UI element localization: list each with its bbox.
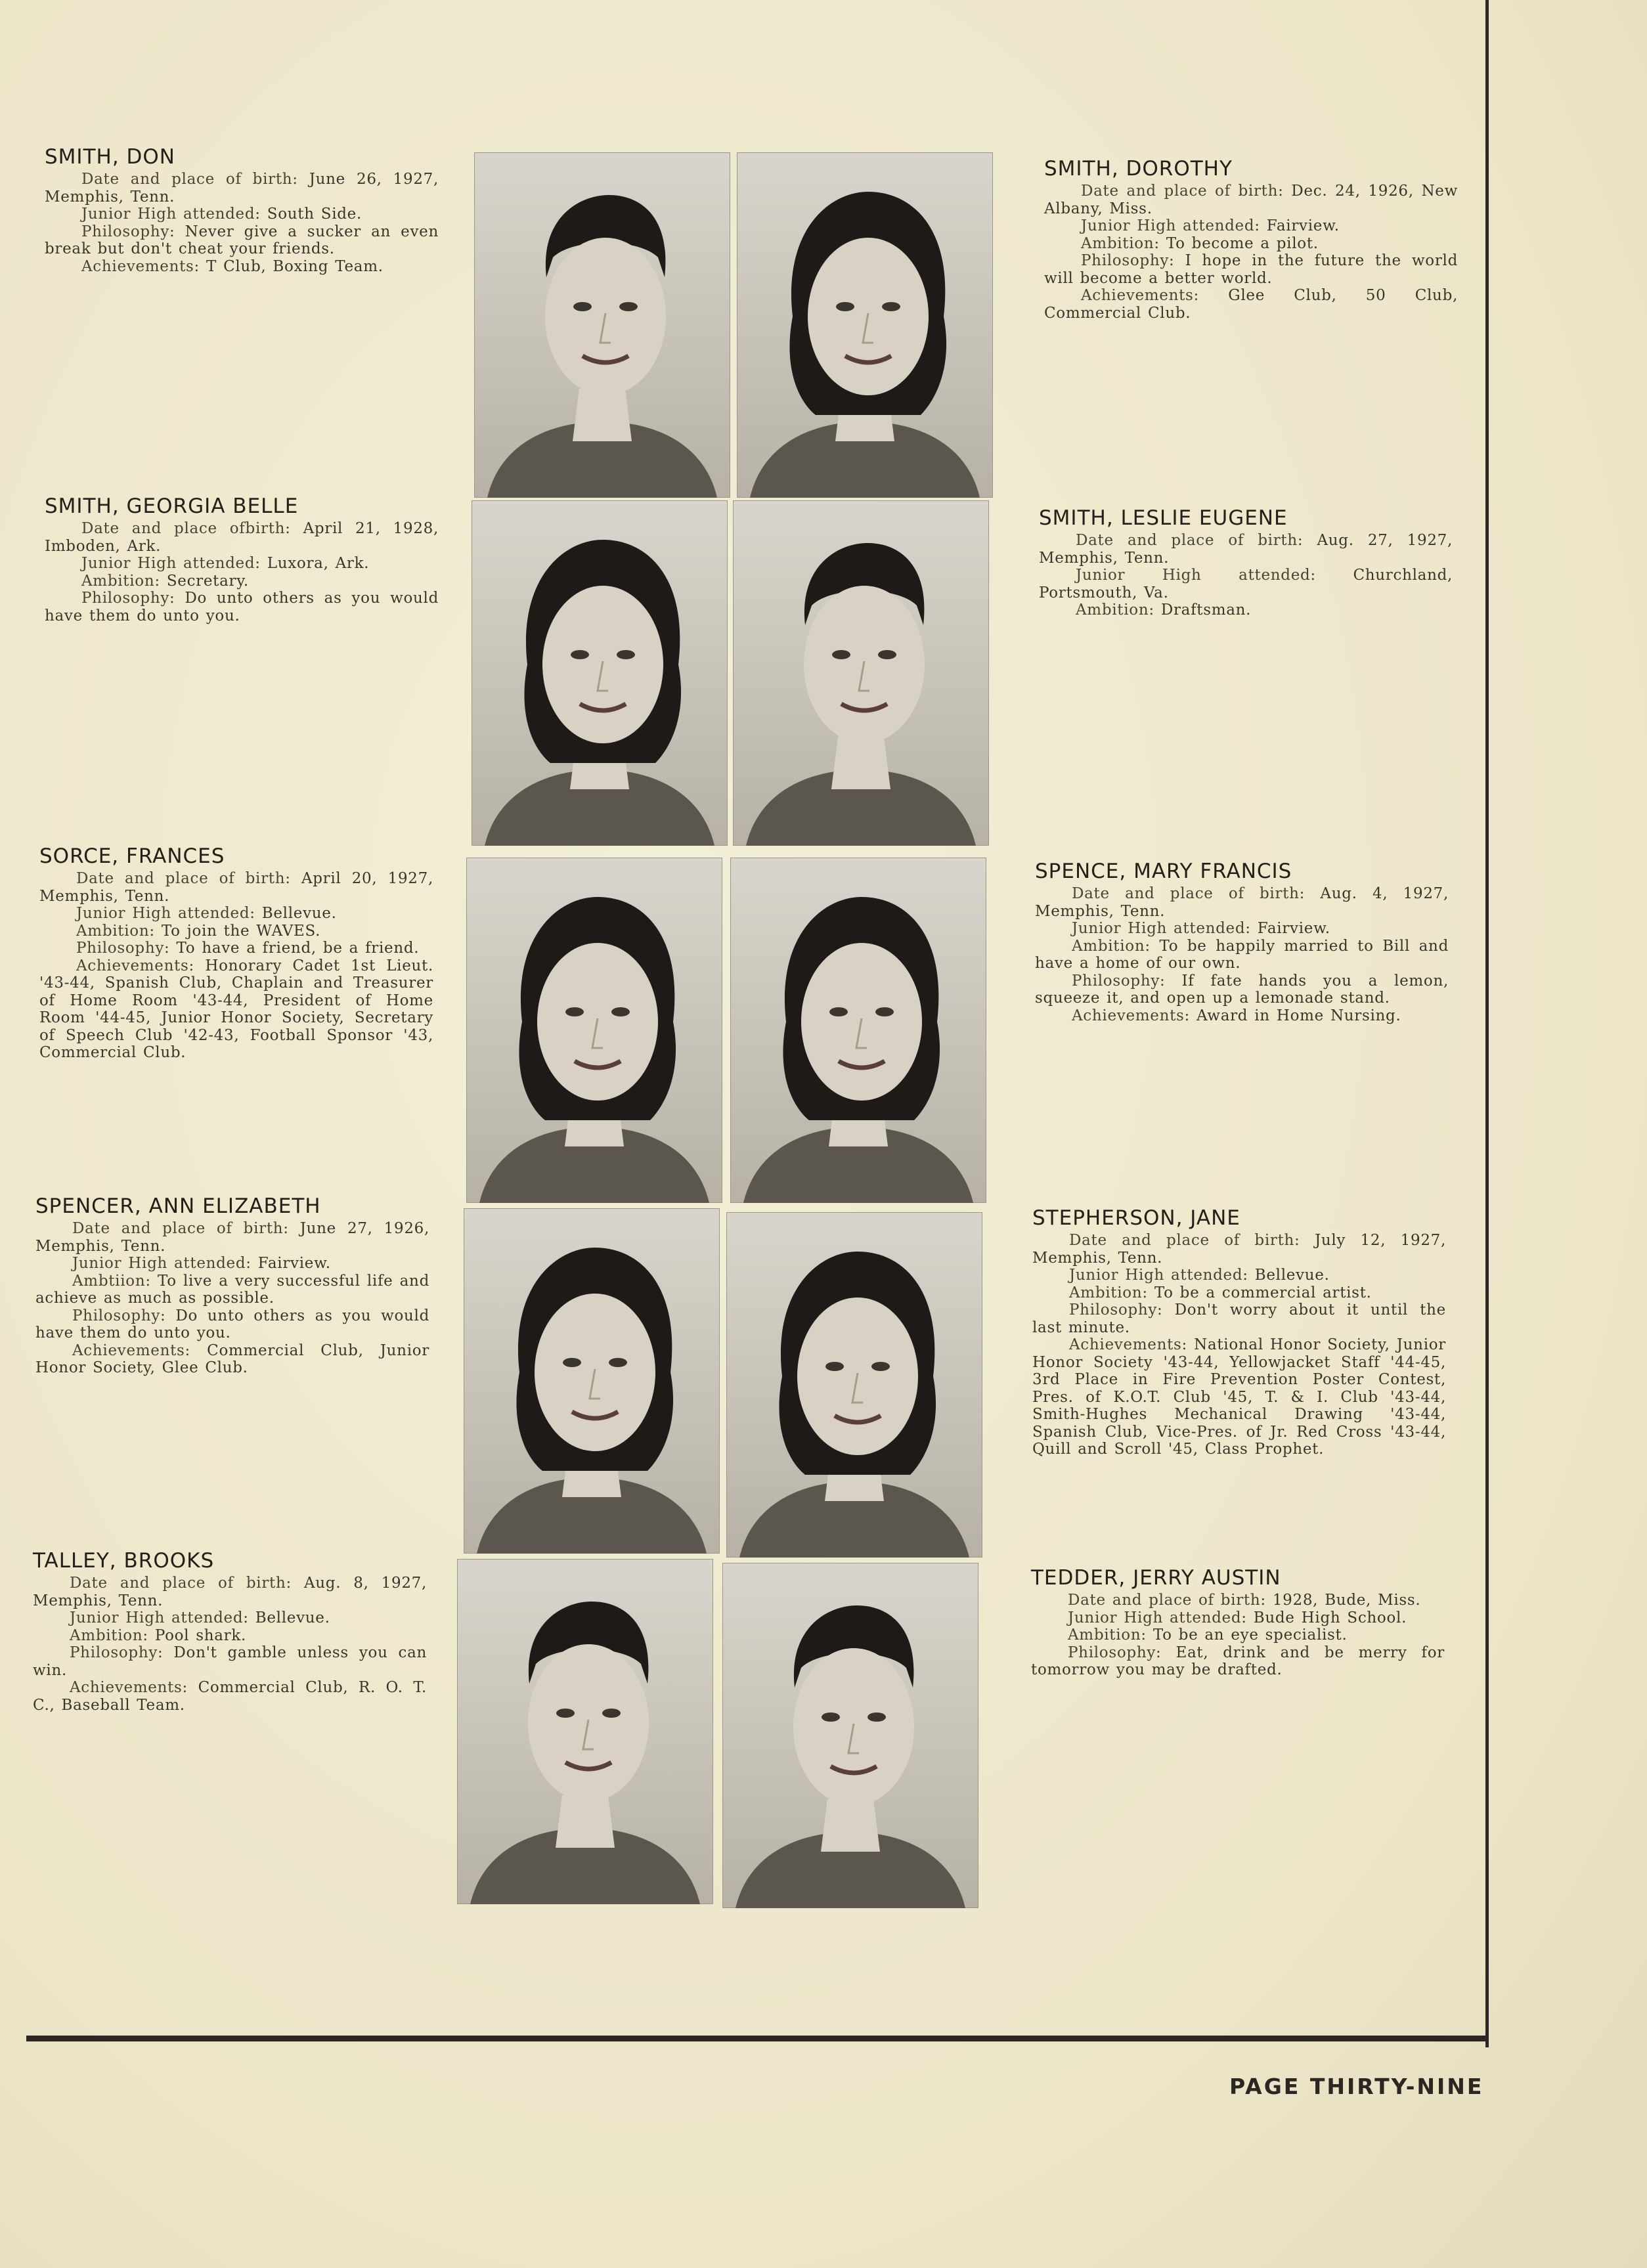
- student-name: SMITH, DOROTHY: [1044, 157, 1233, 181]
- detail-text: Churchland, Portsmouth, Va.: [1039, 567, 1453, 601]
- detail-line: [45, 171, 439, 206]
- portrait-silhouette-icon: [726, 1212, 982, 1558]
- student-name: SMITH, GEORGIA BELLE: [45, 494, 299, 518]
- entry-stepherson-jane: [1032, 1207, 1446, 1458]
- detail-line: [1044, 252, 1458, 287]
- student-details: [1039, 532, 1453, 619]
- detail-label: Date and place of birth:: [1069, 1232, 1300, 1249]
- student-details: [1031, 1592, 1445, 1679]
- detail-label: Ambition:: [76, 922, 155, 940]
- detail-text: Commercial Club, Junior Honor Society, Glee Club.: [35, 1341, 429, 1376]
- detail-label: Philosophy:: [70, 1644, 164, 1661]
- student-name: SMITH, DON: [45, 145, 175, 169]
- detail-text: Fairview.: [257, 1255, 331, 1272]
- detail-label: Date and place of birth:: [1072, 885, 1306, 902]
- detail-label: Philosophy:: [1068, 1644, 1162, 1661]
- detail-label: Ambition:: [1069, 1284, 1148, 1301]
- entry-smith-dorothy: [1044, 158, 1458, 322]
- horizontal-border-rule: [26, 2036, 1489, 2041]
- detail-label: Ambition:: [81, 572, 160, 590]
- detail-label: Junior High attended:: [81, 555, 261, 572]
- detail-label: Date and place of birth:: [70, 1575, 292, 1592]
- student-details: [35, 1220, 429, 1377]
- portrait-silhouette-icon: [733, 500, 989, 846]
- detail-line: [1039, 567, 1453, 601]
- detail-text: To be a commercial artist.: [1154, 1284, 1372, 1301]
- detail-line: [35, 1255, 429, 1273]
- detail-text: Do unto others as you would have them do unto you.: [35, 1307, 429, 1341]
- student-details: [1032, 1232, 1446, 1458]
- detail-line: [35, 1342, 429, 1377]
- entry-spencer-ann-elizabeth: [35, 1195, 429, 1377]
- detail-text: To have a friend, be a friend.: [176, 940, 420, 957]
- detail-label: Achievements:: [81, 257, 200, 275]
- detail-line: [45, 555, 439, 573]
- detail-text: Glee Club, 50 Club, Commercial Club.: [1044, 287, 1458, 322]
- student-details: [33, 1575, 427, 1714]
- detail-label: Junior High attended:: [1068, 1609, 1247, 1626]
- detail-label: Date and place ofbirth:: [81, 520, 291, 537]
- detail-label: Ambition:: [1076, 601, 1154, 619]
- detail-line: [1031, 1644, 1445, 1679]
- portrait-sorce-frances: [466, 858, 722, 1203]
- student-name: SPENCER, ANN ELIZABETH: [35, 1194, 321, 1218]
- detail-label: Philosophy:: [1069, 1301, 1163, 1319]
- student-name: TALLEY, BROOKS: [33, 1549, 215, 1573]
- portrait-spence-mary-francis: [730, 858, 986, 1203]
- detail-line: [33, 1575, 427, 1609]
- detail-label: Achievements:: [1069, 1336, 1188, 1353]
- detail-line: [1032, 1232, 1446, 1267]
- detail-line: [45, 258, 439, 276]
- detail-line: [1031, 1609, 1445, 1627]
- detail-text: Do unto others as you would have them do unto you.: [45, 590, 439, 624]
- student-name: SMITH, LESLIE EUGENE: [1039, 506, 1288, 530]
- detail-line: [1039, 601, 1453, 619]
- detail-text: Commercial Club, R. O. T. C., Baseball Team.: [33, 1679, 427, 1714]
- detail-line: [45, 573, 439, 590]
- detail-text: Never give a sucker an even break but don't cheat your friends.: [45, 223, 439, 257]
- portrait-silhouette-icon: [457, 1559, 713, 1904]
- detail-line: [1032, 1336, 1446, 1458]
- detail-text: To be happily married to Bill and have a home of our own.: [1035, 937, 1449, 972]
- detail-text: T Club, Boxing Team.: [206, 257, 384, 275]
- detail-text: Draftsman.: [1160, 601, 1252, 619]
- detail-line: [45, 590, 439, 624]
- detail-label: Junior High attended:: [76, 905, 255, 922]
- detail-line: [33, 1679, 427, 1714]
- student-details: [1044, 183, 1458, 322]
- detail-text: Bude High School.: [1253, 1609, 1407, 1626]
- detail-line: [1044, 183, 1458, 217]
- entry-talley-brooks: [33, 1550, 427, 1714]
- entry-tedder-jerry-austin: [1031, 1567, 1445, 1679]
- detail-text: Bellevue.: [261, 905, 337, 922]
- detail-line: [1044, 217, 1458, 235]
- detail-label: Philosophy:: [1081, 252, 1175, 269]
- detail-text: Luxora, Ark.: [267, 555, 370, 572]
- student-details: [45, 171, 439, 275]
- detail-text: National Honor Society, Junior Honor Society '43-44, Yellowjacket Staff '44-45, 3rd Place in Fire Prevention Poster Contest, Pres. of K.O.T. Club '45, T. & I. Club '43-44, Smith-Hughes Mechanical Drawing '43-44, Spanish Club, Vice-Pres. of Jr. Red Cross '43-44, Quill and Scroll '45, Class Prophet.: [1032, 1336, 1446, 1458]
- detail-label: Date and place of birth:: [76, 870, 291, 887]
- student-name: SPENCE, MARY FRANCIS: [1035, 860, 1292, 883]
- detail-line: [39, 905, 433, 923]
- detail-line: [1035, 972, 1449, 1007]
- portrait-silhouette-icon: [466, 858, 722, 1203]
- detail-line: [1044, 287, 1458, 322]
- portrait-silhouette-icon: [737, 152, 993, 498]
- student-name: TEDDER, JERRY AUSTIN: [1031, 1566, 1281, 1590]
- detail-label: Junior High attended:: [1076, 567, 1316, 584]
- detail-text: 1928, Bude, Miss.: [1272, 1592, 1421, 1609]
- detail-label: Achievements:: [1072, 1007, 1191, 1024]
- portrait-smith-don: [474, 152, 730, 498]
- detail-line: [45, 206, 439, 223]
- student-details: [45, 520, 439, 624]
- detail-text: If fate hands you a lemon, squeeze it, and open up a lemonade stand.: [1035, 972, 1449, 1007]
- detail-text: April 21, 1928, Imboden, Ark.: [45, 520, 439, 555]
- detail-label: Philosophy:: [81, 590, 175, 607]
- portrait-spencer-ann-elizabeth: [464, 1208, 720, 1554]
- detail-text: Honorary Cadet 1st Lieut. '43-44, Spanish Club, Chaplain and Treasurer of Home Room '43-44, President of Home Room '44-45, Junior Honor Society, Secretary of Speech Club '42-43, Football Sponsor '43, Commercial Club.: [39, 957, 434, 1061]
- detail-text: June 27, 1926, Memphis, Tenn.: [35, 1220, 429, 1255]
- detail-label: Junior High attended:: [1069, 1267, 1248, 1284]
- detail-label: Junior High attended:: [70, 1609, 249, 1626]
- portrait-smith-dorothy: [737, 152, 993, 498]
- detail-text: I hope in the future the world will become a better world.: [1044, 252, 1458, 287]
- detail-line: [39, 870, 433, 905]
- detail-label: Junior High attended:: [81, 206, 261, 223]
- detail-line: [33, 1609, 427, 1627]
- portrait-silhouette-icon: [472, 500, 728, 846]
- detail-text: Aug. 27, 1927, Memphis, Tenn.: [1039, 532, 1453, 567]
- detail-text: Aug. 8, 1927, Memphis, Tenn.: [33, 1575, 428, 1609]
- page-number: PAGE THIRTY-NINE: [1229, 2074, 1484, 2099]
- portrait-tedder-jerry-austin: [722, 1563, 978, 1908]
- detail-label: Achievements:: [1081, 287, 1200, 304]
- detail-line: [1032, 1301, 1446, 1336]
- student-name: STEPHERSON, JANE: [1032, 1206, 1241, 1230]
- detail-line: [45, 223, 439, 258]
- detail-text: To join the WAVES.: [161, 922, 321, 940]
- detail-label: Achievements:: [72, 1341, 191, 1359]
- detail-text: Don't worry about it until the last minute.: [1032, 1301, 1446, 1336]
- detail-label: Philosophy:: [81, 223, 175, 240]
- detail-line: [1032, 1267, 1446, 1284]
- detail-label: Philosophy:: [72, 1307, 166, 1324]
- detail-line: [35, 1307, 429, 1342]
- detail-line: [1035, 938, 1449, 972]
- detail-text: Secretary.: [166, 572, 249, 590]
- student-details: [39, 870, 433, 1062]
- portrait-silhouette-icon: [474, 152, 730, 498]
- entry-smith-georgia-belle: [45, 495, 439, 624]
- detail-line: [39, 923, 433, 940]
- detail-line: [35, 1273, 429, 1307]
- detail-label: Ambtiion:: [72, 1272, 151, 1290]
- entry-sorce-frances: [39, 845, 433, 1062]
- student-details: [1035, 885, 1449, 1024]
- detail-label: Achievements:: [76, 957, 195, 974]
- detail-text: Bellevue.: [1254, 1267, 1330, 1284]
- vertical-border-rule: [1485, 0, 1489, 2047]
- detail-line: [35, 1220, 429, 1255]
- detail-label: Date and place of birth:: [72, 1220, 289, 1237]
- detail-label: Ambition:: [1081, 234, 1160, 252]
- detail-line: [1035, 1007, 1449, 1025]
- detail-text: July 12, 1927, Memphis, Tenn.: [1032, 1232, 1446, 1267]
- detail-text: June 26, 1927, Memphis, Tenn.: [45, 171, 439, 206]
- detail-line: [33, 1627, 427, 1645]
- detail-line: [1032, 1284, 1446, 1302]
- detail-label: Achievements:: [70, 1679, 188, 1696]
- entry-spence-mary-francis: [1035, 860, 1449, 1024]
- detail-line: [1031, 1592, 1445, 1609]
- portrait-stepherson-jane: [726, 1212, 982, 1558]
- detail-text: Dec. 24, 1926, New Albany, Miss.: [1044, 183, 1458, 217]
- detail-line: [33, 1644, 427, 1679]
- detail-label: Date and place of birth:: [1076, 532, 1304, 549]
- student-name: SORCE, FRANCES: [39, 844, 225, 868]
- detail-text: Award in Home Nursing.: [1197, 1007, 1401, 1024]
- detail-label: Philosophy:: [1072, 972, 1166, 990]
- detail-text: Bellevue.: [255, 1609, 330, 1626]
- detail-text: Aug. 4, 1927, Memphis, Tenn.: [1035, 885, 1449, 920]
- detail-line: [1035, 920, 1449, 938]
- detail-label: Junior High attended:: [1072, 920, 1251, 937]
- detail-label: Junior High attended:: [1081, 217, 1260, 234]
- detail-text: To live a very successful life and achieve as much as possible.: [35, 1272, 429, 1307]
- portrait-smith-georgia-belle: [472, 500, 728, 846]
- detail-text: April 20, 1927, Memphis, Tenn.: [39, 870, 433, 905]
- detail-line: [39, 957, 433, 1062]
- detail-label: Junior High attended:: [72, 1255, 252, 1272]
- detail-text: Don't gamble unless you can win.: [33, 1644, 427, 1679]
- portrait-smith-leslie-eugene: [733, 500, 989, 846]
- detail-line: [39, 940, 433, 957]
- detail-text: To be an eye specialist.: [1153, 1626, 1348, 1644]
- entry-smith-leslie-eugene: [1039, 507, 1453, 619]
- detail-line: [1035, 885, 1449, 920]
- detail-text: Eat, drink and be merry for tomorrow you may be drafted.: [1031, 1644, 1445, 1678]
- detail-label: Ambition:: [70, 1626, 148, 1644]
- detail-label: Philosophy:: [76, 940, 170, 957]
- detail-line: [1044, 235, 1458, 253]
- detail-line: [45, 520, 439, 555]
- portrait-silhouette-icon: [722, 1563, 978, 1908]
- portrait-talley-brooks: [457, 1559, 713, 1904]
- detail-label: Ambition:: [1072, 937, 1151, 955]
- portrait-silhouette-icon: [464, 1208, 720, 1554]
- detail-label: Ambition:: [1068, 1626, 1147, 1644]
- detail-label: Date and place of birth:: [1068, 1592, 1266, 1609]
- portrait-silhouette-icon: [730, 858, 986, 1203]
- detail-label: Date and place of birth:: [1081, 183, 1284, 200]
- detail-text: Pool shark.: [154, 1626, 247, 1644]
- detail-line: [1031, 1626, 1445, 1644]
- detail-line: [1039, 532, 1453, 567]
- detail-label: Date and place of birth:: [81, 171, 298, 188]
- detail-text: South Side.: [267, 206, 362, 223]
- entry-smith-don: [45, 146, 439, 275]
- detail-text: Fairview.: [1266, 217, 1340, 234]
- detail-text: Fairview.: [1257, 920, 1330, 937]
- detail-text: To become a pilot.: [1166, 234, 1319, 252]
